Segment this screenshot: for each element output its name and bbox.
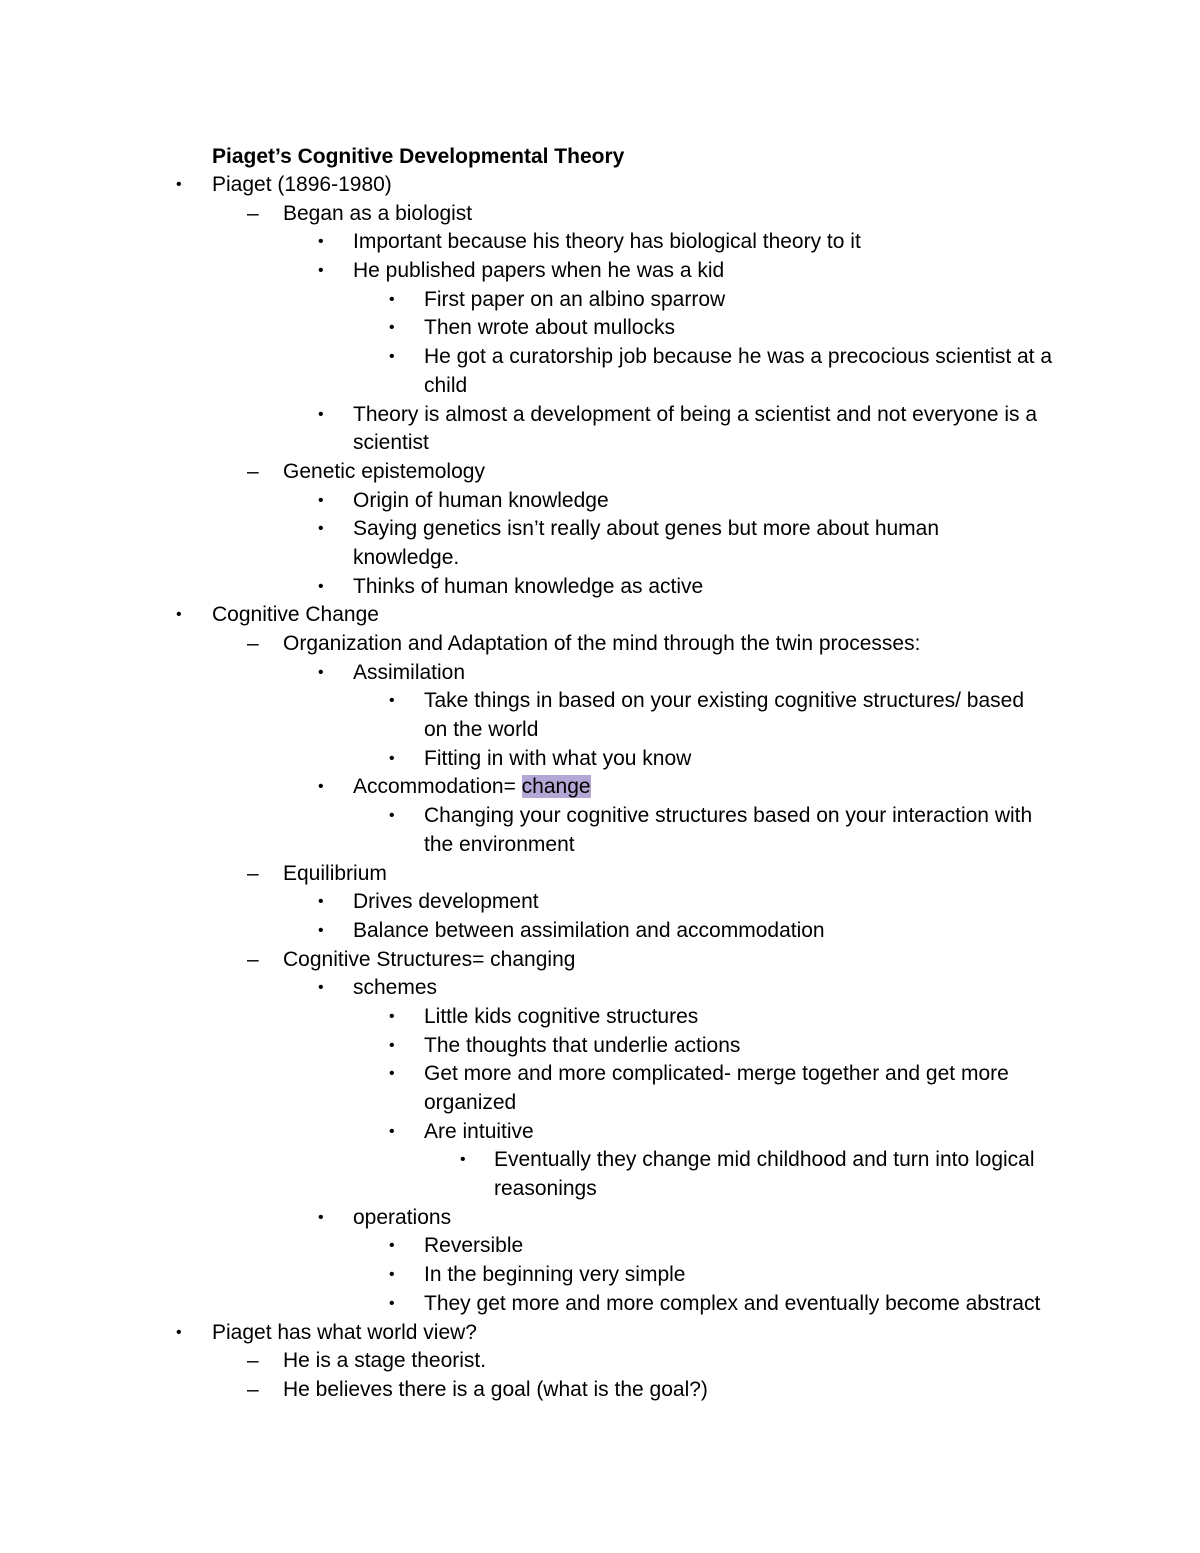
- list-item: [0, 171, 1200, 200]
- bullet-marker: •: [389, 348, 395, 366]
- item-text: Saying genetics isn’t really about genes but more about human: [353, 517, 940, 541]
- dash-marker: –: [247, 632, 259, 655]
- bullet-marker: •: [389, 1294, 395, 1312]
- bullet-marker: •: [389, 692, 395, 710]
- item-text: Organization and Adaptation of the mind through the twin processes:: [283, 632, 921, 655]
- list-item-continuation: [0, 716, 1200, 745]
- dash-marker: –: [247, 459, 259, 483]
- bullet-marker: •: [389, 290, 395, 308]
- list-item: [0, 773, 1200, 802]
- list-item-continuation: [0, 429, 1200, 458]
- item-text: He got a curatorship job because he was a precocious scientist at a: [424, 345, 1053, 369]
- list-item: [0, 1347, 1200, 1376]
- item-text: Equilibrium: [283, 861, 387, 885]
- item-text: Little kids cognitive structures: [424, 1004, 699, 1028]
- list-item: [0, 515, 1200, 544]
- bullet-marker: •: [318, 262, 324, 280]
- item-text: Get more and more complicated- merge together and get more: [424, 1062, 1009, 1086]
- list-item: [0, 401, 1200, 430]
- list-item: [0, 860, 1200, 889]
- item-text: Piaget has what world view?: [212, 1320, 477, 1344]
- list-item: [0, 314, 1200, 343]
- item-text: Assimilation: [353, 660, 466, 684]
- list-item: [0, 1232, 1200, 1261]
- bullet-marker: •: [318, 778, 324, 796]
- item-text: Piaget (1896-1980): [212, 173, 392, 196]
- item-text: Cognitive Structures= changing: [283, 947, 576, 971]
- list-item: [0, 1376, 1200, 1405]
- notes-outline: [0, 171, 1200, 1405]
- dash-marker: –: [247, 861, 259, 885]
- list-item-continuation: [0, 1089, 1200, 1118]
- item-text: First paper on an albino sparrow: [424, 287, 726, 311]
- item-text: Reversible: [424, 1234, 524, 1258]
- item-text: Theory is almost a development of being a scientist and not everyone is a: [353, 402, 1038, 426]
- list-item: [0, 200, 1200, 229]
- list-item: [0, 946, 1200, 975]
- list-item: [0, 286, 1200, 315]
- list-item: [0, 745, 1200, 774]
- item-text: Began as a biologist: [283, 201, 473, 225]
- list-item: [0, 1290, 1200, 1319]
- bullet-marker: •: [318, 233, 324, 251]
- list-item-continuation: [0, 831, 1200, 860]
- list-item: [0, 659, 1200, 688]
- dash-marker: –: [247, 947, 259, 971]
- item-text: Thinks of human knowledge as active: [353, 574, 704, 598]
- dash-marker: –: [247, 201, 259, 225]
- item-text: Are intuitive: [424, 1119, 534, 1143]
- bullet-marker: •: [389, 1007, 395, 1025]
- bullet-marker: •: [389, 1036, 395, 1054]
- bullet-marker: •: [389, 1065, 395, 1083]
- list-item: [0, 1118, 1200, 1147]
- list-item: [0, 1319, 1200, 1348]
- bullet-marker: •: [318, 663, 324, 681]
- list-item: [0, 343, 1200, 372]
- item-text: scientist: [353, 431, 429, 455]
- item-text: Cognitive Change: [212, 603, 379, 627]
- bullet-marker: •: [389, 1122, 395, 1140]
- item-text: In the beginning very simple: [424, 1263, 686, 1287]
- item-text: Changing your cognitive structures based on your interaction with: [424, 804, 1033, 828]
- item-text: Drives development: [353, 890, 539, 914]
- item-text-with-highlight: [353, 773, 591, 802]
- bullet-marker: •: [176, 606, 182, 624]
- bullet-marker: •: [389, 1237, 395, 1255]
- bullet-marker: •: [389, 749, 395, 767]
- document-title: Piaget’s Cognitive Developmental Theory: [212, 145, 625, 168]
- list-item: [0, 1032, 1200, 1061]
- list-item: [0, 1060, 1200, 1089]
- item-text: reasonings: [494, 1177, 597, 1201]
- bullet-marker: •: [389, 1266, 395, 1284]
- list-item: [0, 687, 1200, 716]
- bullet-marker: •: [318, 1208, 324, 1226]
- bullet-marker: •: [389, 807, 395, 825]
- dash-marker: –: [247, 1349, 259, 1373]
- item-text: knowledge.: [353, 545, 460, 569]
- list-item: [0, 1204, 1200, 1233]
- list-item: [0, 630, 1200, 659]
- item-text: schemes: [353, 976, 438, 1000]
- item-text: He believes there is a goal (what is the goal?): [283, 1377, 708, 1401]
- item-text: He published papers when he was a kid: [353, 259, 725, 283]
- item-text: Important because his theory has biological theory to it: [353, 230, 861, 254]
- item-text: on the world: [424, 718, 539, 742]
- item-text: operations: [353, 1205, 452, 1229]
- bullet-marker: •: [460, 1151, 466, 1169]
- item-text: Fitting in with what you know: [424, 746, 692, 770]
- list-item: [0, 601, 1200, 630]
- bullet-marker: •: [318, 979, 324, 997]
- list-item: [0, 257, 1200, 286]
- list-item: [0, 228, 1200, 257]
- item-text: child: [424, 373, 468, 397]
- bullet-marker: •: [318, 520, 324, 538]
- item-text: Accommodation=: [353, 775, 522, 799]
- bullet-marker: •: [176, 1323, 182, 1341]
- dash-marker: –: [247, 1377, 259, 1401]
- bullet-marker: •: [318, 577, 324, 595]
- bullet-marker: •: [318, 921, 324, 939]
- list-item: [0, 974, 1200, 1003]
- bullet-marker: •: [318, 491, 324, 509]
- list-item: [0, 1003, 1200, 1032]
- list-item-continuation: [0, 372, 1200, 401]
- item-text: Genetic epistemology: [283, 459, 485, 483]
- item-text: Origin of human knowledge: [353, 488, 609, 512]
- list-item-continuation: [0, 544, 1200, 573]
- item-text: Balance between assimilation and accommodation: [353, 918, 825, 942]
- list-item: [0, 1146, 1200, 1175]
- list-item: [0, 917, 1200, 946]
- list-item: [0, 573, 1200, 602]
- item-text: Take things in based on your existing cognitive structures/ based: [424, 689, 1025, 713]
- bullet-marker: •: [318, 893, 324, 911]
- list-item: [0, 802, 1200, 831]
- item-text: The thoughts that underlie actions: [424, 1033, 741, 1057]
- item-text: Eventually they change mid childhood and turn into logical: [494, 1148, 1035, 1172]
- list-item: [0, 487, 1200, 516]
- highlighted-text: change: [521, 775, 591, 799]
- item-text: organized: [424, 1091, 517, 1114]
- item-text: the environment: [424, 832, 575, 856]
- list-item: [0, 1261, 1200, 1290]
- bullet-marker: •: [176, 176, 182, 193]
- list-item: [0, 458, 1200, 487]
- bullet-marker: •: [389, 319, 395, 337]
- bullet-marker: •: [318, 405, 324, 423]
- list-item: [0, 888, 1200, 917]
- item-text: They get more and more complex and eventually become abstract: [424, 1291, 1041, 1315]
- list-item-continuation: [0, 1175, 1200, 1204]
- item-text: He is a stage theorist.: [283, 1349, 487, 1373]
- item-text: Then wrote about mullocks: [424, 316, 675, 340]
